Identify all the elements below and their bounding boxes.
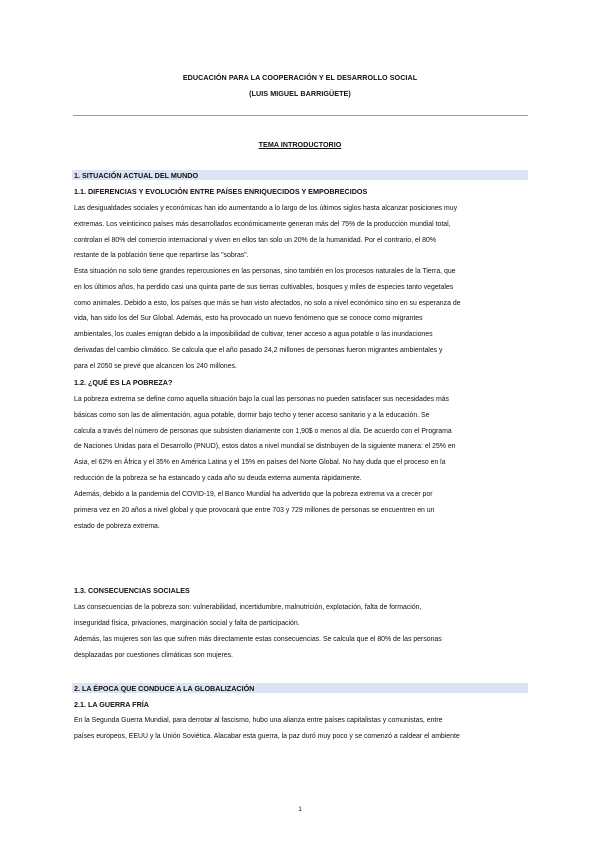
text-line: ambientales, los cuales emigran debido a la imposibilidad de cultivar, tener acceso a agua potable o las inundaciones xyxy=(74,331,433,339)
text-line: Esta situación no solo tiene grandes repercusiones en las personas, sino también en los procesos naturales de la Tierra, que xyxy=(74,268,456,275)
text-line: calcula a través del número de personas que subsisten diariamente con 1,90$ o menos al día. De acuerdo con el Programa xyxy=(74,427,452,435)
text-line: para el 2050 se prevé que alcancen los 240 millones. xyxy=(74,362,237,370)
text-line: primera vez en 20 años a nivel global y que provocará que entre 703 y 729 millones de personas se encuentren en un xyxy=(74,506,435,514)
header-divider xyxy=(73,115,528,116)
intro-heading xyxy=(0,140,600,149)
text-line: extremas. Los veinticinco países más desarrollados económicamente generan más del 75% de la producción mundial total, xyxy=(74,220,451,228)
text-line: Asia, el 62% en África y el 35% en América Latina y el 15% en países del Norte Global. No hay duda que el proceso en la xyxy=(74,459,446,467)
text-line: Las desigualdades sociales y económicas han ido aumentando a lo largo de los últimos siglos hasta alcanzar posiciones muy xyxy=(74,205,458,212)
text-line: estado de pobreza extrema. xyxy=(74,522,160,530)
document-author: (LUIS MIGUEL BARRIGÜETE) xyxy=(249,89,351,98)
text-line: de Naciones Unidas para el Desarrollo (PNUD), estos datos a nivel mundial se distribuyen de la siguiente manera: el 25% en xyxy=(74,443,456,451)
text-line: países europeos, EEUU y la Unión Soviética. Alacabar esta guerra, la paz duró muy poco y se comenzó a caldear el ambiente xyxy=(74,732,460,740)
text-line: Además, las mujeres son las que sufren más directamente estas consecuencias. Se calcula que el 80% de las personas xyxy=(74,636,442,643)
subsection-1-3-title: 1.3. CONSECUENCIAS SOCIALES xyxy=(74,586,190,595)
text-line: desplazadas por cuestiones climáticas son mujeres. xyxy=(74,651,233,659)
section-2-title: 2. LA ÉPOCA QUE CONDUCE A LA GLOBALIZACIÓN xyxy=(74,684,255,693)
paragraph-2-1-a xyxy=(74,713,528,745)
text-line: controlan el 80% del comercio internacional y viven en ellos tan solo un 20% de la humanidad. Por el contrario, el 80% xyxy=(74,236,436,244)
subsection-2-1-title: 2.1. LA GUERRA FRÍA xyxy=(74,700,149,709)
text-line: derivadas del cambio climático. Se calcula que el año pasado 24,2 millones de personas fueron migrantes ambientales y xyxy=(74,346,443,354)
paragraph-1-1-b xyxy=(74,264,528,375)
text-line: como animales. Debido a esto, los países que más se han visto afectados, no solo a nivel económico sino en su esperanza de xyxy=(74,299,461,307)
text-line: básicas como son las de alimentación, agua potable, dormir bajo techo y tener acceso sanitario y a la educación. Se xyxy=(74,411,430,419)
intro-heading-text: TEMA INTRODUCTORIO xyxy=(258,140,342,149)
paragraph-1-3-b xyxy=(74,632,528,664)
text-line: En la Segunda Guerra Mundial, para derrotar al fascismo, hubo una alianza entre países capitalistas y comunistas, entre xyxy=(74,717,443,724)
paragraph-1-2-b xyxy=(74,487,528,534)
paragraph-1-3-a xyxy=(74,600,528,632)
subsection-1-2-title: 1.2. ¿QUÉ ES LA POBREZA? xyxy=(74,378,173,387)
text-line: reducción de la pobreza se ha estancado y cada año su deuda externa aumenta rápidamente. xyxy=(74,474,362,482)
text-line: restante de la población tiene que repartirse las "sobras". xyxy=(74,252,249,260)
text-line: en los últimos años, ha perdido casi una quinta parte de sus tierras cultivables, bosques y miles de especies tanto vegetales xyxy=(74,283,454,291)
text-line: Las consecuencias de la pobreza son: vulnerabilidad, incertidumbre, malnutrición, explotación, falta de formación, xyxy=(74,604,422,611)
text-line: Además, debido a la pandemia del COVID-19, el Banco Mundial ha advertido que la pobreza extrema va a crecer por xyxy=(74,491,433,498)
page-number: 1 xyxy=(298,806,302,813)
paragraph-1-1-a xyxy=(74,201,528,264)
paragraph-1-2-a xyxy=(74,392,528,487)
text-line: inseguridad física, privaciones, marginación social y falta de participación. xyxy=(74,619,300,627)
section-1-title: 1. SITUACIÓN ACTUAL DEL MUNDO xyxy=(74,171,199,180)
text-line: vida, han sido los del Sur Global. Además, esto ha provocado un nuevo fenómeno que se conoce como migrantes xyxy=(74,315,423,323)
subsection-1-1-title: 1.1. DIFERENCIAS Y EVOLUCIÓN ENTRE PAÍSES ENRIQUECIDOS Y EMPOBRECIDOS xyxy=(74,187,368,196)
text-line: La pobreza extrema se define como aquella situación bajo la cual las personas no pueden satisfacer sus necesidades más xyxy=(74,396,450,403)
document-title: EDUCACIÓN PARA LA COOPERACIÓN Y EL DESARROLLO SOCIAL xyxy=(182,73,418,82)
